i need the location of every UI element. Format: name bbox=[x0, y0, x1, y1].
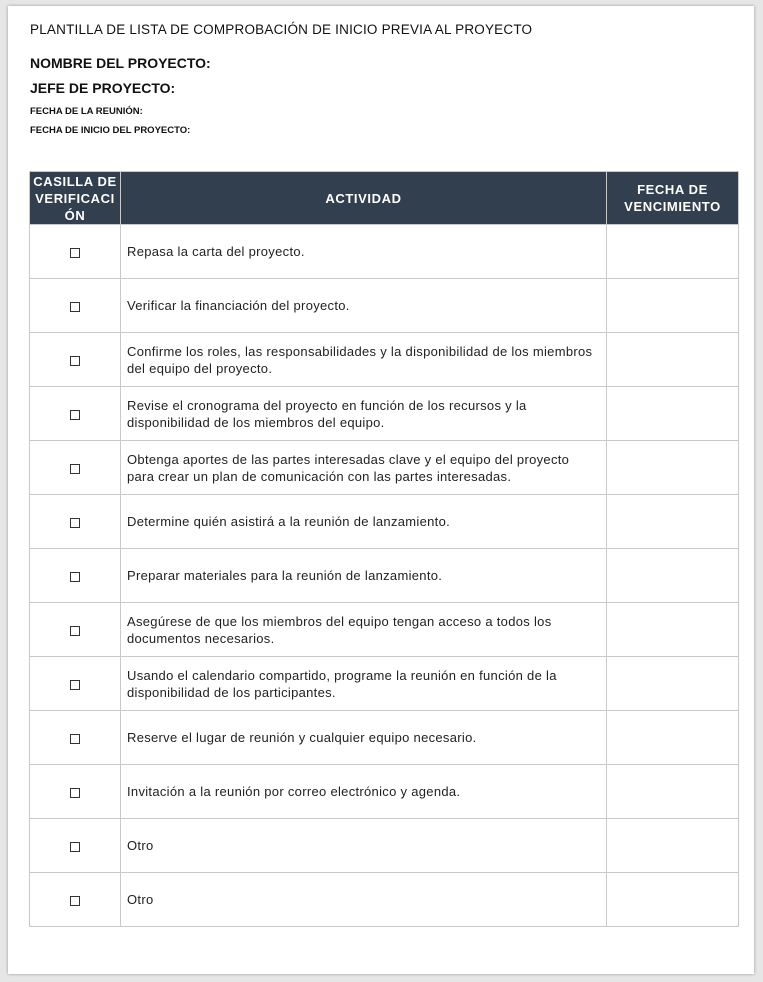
table-header-row bbox=[30, 172, 739, 225]
checkbox[interactable] bbox=[70, 896, 80, 906]
activity-column-header: ACTIVIDAD bbox=[121, 172, 607, 225]
checkbox-cell bbox=[30, 441, 121, 495]
due-date-cell[interactable] bbox=[607, 603, 739, 657]
due-date-cell[interactable] bbox=[607, 549, 739, 603]
activity-cell: Otro bbox=[121, 819, 607, 873]
table-row bbox=[30, 873, 739, 927]
checkbox[interactable] bbox=[70, 788, 80, 798]
table-row bbox=[30, 657, 739, 711]
table-row bbox=[30, 765, 739, 819]
checkbox[interactable] bbox=[70, 518, 80, 528]
table-row bbox=[30, 225, 739, 279]
activity-cell: Usando el calendario compartido, programe la reunión en función de la disponibilidad de los participantes. bbox=[121, 657, 607, 711]
due-date-cell[interactable] bbox=[607, 387, 739, 441]
checkbox[interactable] bbox=[70, 680, 80, 690]
start-date-label: FECHA DE INICIO DEL PROYECTO: bbox=[30, 125, 191, 136]
table-row bbox=[30, 603, 739, 657]
table-row bbox=[30, 711, 739, 765]
activity-cell: Asegúrese de que los miembros del equipo tengan acceso a todos los documentos necesarios. bbox=[121, 603, 607, 657]
checkbox-cell bbox=[30, 765, 121, 819]
due-date-cell[interactable] bbox=[607, 333, 739, 387]
checkbox-cell bbox=[30, 279, 121, 333]
checkbox[interactable] bbox=[70, 842, 80, 852]
checkbox-cell bbox=[30, 225, 121, 279]
checkbox[interactable] bbox=[70, 410, 80, 420]
table-row bbox=[30, 387, 739, 441]
table-row bbox=[30, 495, 739, 549]
activity-cell: Invitación a la reunión por correo electrónico y agenda. bbox=[121, 765, 607, 819]
checkbox[interactable] bbox=[70, 248, 80, 258]
due-date-cell[interactable] bbox=[607, 441, 739, 495]
checkbox-cell bbox=[30, 819, 121, 873]
checklist-rows bbox=[30, 225, 739, 927]
activity-cell: Verificar la financiación del proyecto. bbox=[121, 279, 607, 333]
document-page bbox=[8, 6, 754, 974]
activity-cell: Obtenga aportes de las partes interesadas clave y el equipo del proyecto para crear un plan de comunicación con las partes interesadas. bbox=[121, 441, 607, 495]
activity-cell: Reserve el lugar de reunión y cualquier equipo necesario. bbox=[121, 711, 607, 765]
table-row bbox=[30, 441, 739, 495]
activity-cell: Revise el cronograma del proyecto en función de los recursos y la disponibilidad de los miembros del equipo. bbox=[121, 387, 607, 441]
checkbox-cell bbox=[30, 711, 121, 765]
due-date-cell[interactable] bbox=[607, 657, 739, 711]
checkbox-cell bbox=[30, 873, 121, 927]
checkbox-cell bbox=[30, 495, 121, 549]
due-date-cell[interactable] bbox=[607, 495, 739, 549]
due-date-cell[interactable] bbox=[607, 711, 739, 765]
activity-cell: Repasa la carta del proyecto. bbox=[121, 225, 607, 279]
table-row bbox=[30, 549, 739, 603]
due-date-cell[interactable] bbox=[607, 765, 739, 819]
due-date-cell[interactable] bbox=[607, 819, 739, 873]
table-row bbox=[30, 279, 739, 333]
checkbox[interactable] bbox=[70, 356, 80, 366]
checkbox[interactable] bbox=[70, 626, 80, 636]
checkbox-cell bbox=[30, 333, 121, 387]
checkbox-cell bbox=[30, 603, 121, 657]
checkbox[interactable] bbox=[70, 572, 80, 582]
checkbox[interactable] bbox=[70, 302, 80, 312]
checkbox-cell bbox=[30, 387, 121, 441]
due-date-cell[interactable] bbox=[607, 225, 739, 279]
table-row bbox=[30, 333, 739, 387]
table-row bbox=[30, 819, 739, 873]
project-manager-label: JEFE DE PROYECTO: bbox=[30, 80, 176, 96]
activity-cell: Determine quién asistirá a la reunión de lanzamiento. bbox=[121, 495, 607, 549]
checkbox-cell bbox=[30, 549, 121, 603]
checkbox-cell bbox=[30, 657, 121, 711]
activity-cell: Confirme los roles, las responsabilidades y la disponibilidad de los miembros del equipo del proyecto. bbox=[121, 333, 607, 387]
activity-cell: Otro bbox=[121, 873, 607, 927]
document-title: PLANTILLA DE LISTA DE COMPROBACIÓN DE INICIO PREVIA AL PROYECTO bbox=[30, 22, 533, 37]
due-date-cell[interactable] bbox=[607, 873, 739, 927]
meeting-date-label: FECHA DE LA REUNIÓN: bbox=[30, 106, 143, 117]
activity-cell: Preparar materiales para la reunión de lanzamiento. bbox=[121, 549, 607, 603]
checklist-table bbox=[29, 171, 739, 927]
due-date-cell[interactable] bbox=[607, 279, 739, 333]
project-name-label: NOMBRE DEL PROYECTO: bbox=[30, 55, 211, 71]
checkbox[interactable] bbox=[70, 464, 80, 474]
checkbox[interactable] bbox=[70, 734, 80, 744]
checkbox-column-header: CASILLA DE VERIFICACIÓN bbox=[30, 172, 121, 225]
due-date-column-header: FECHA DE VENCIMIENTO bbox=[607, 172, 739, 225]
